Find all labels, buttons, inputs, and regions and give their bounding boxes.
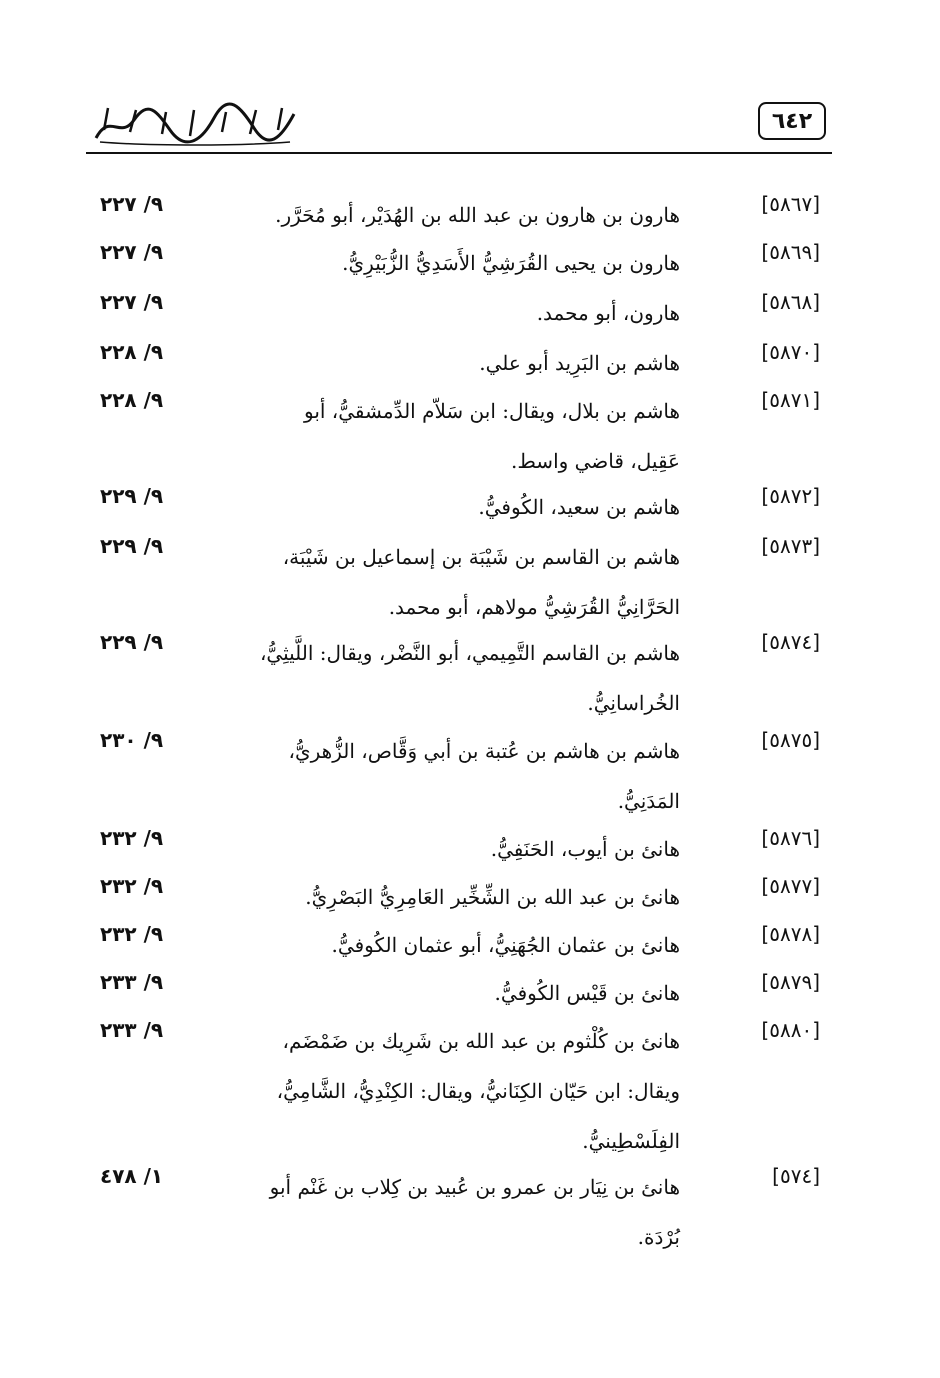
entry-number: [٥٨٧٦] [761, 826, 820, 850]
header-rule [86, 152, 832, 154]
entry-name: هانئ بن عبد الله بن الشِّخِّير العَامِرِيُّ البَصْرِيُّ. [305, 885, 680, 909]
entry-row [100, 962, 820, 1010]
entry-number: [٥٨٧٢] [761, 484, 820, 508]
entry-number: [٥٨٧١] [761, 388, 820, 412]
entry-reference: ١/ ٤٧٨ [100, 1164, 164, 1188]
entry-number: [٥٨٧٩] [761, 970, 820, 994]
entry-row [100, 282, 820, 330]
entry-name: هاشم بن القاسم بن شَيْبَة بن إسماعيل بن شَيْبَة، الحَرَّانِيُّ القُرَشِيُّ مولاهم، أبو محمد. [282, 545, 680, 619]
entry-number: [٥٨٧٥] [761, 728, 820, 752]
entry-name: هارون بن يحيى القُرَشِيُّ الأَسَدِيُّ الزُّبَيْرِيُّ. [342, 251, 680, 275]
entry-row [100, 720, 820, 813]
entry-row [100, 622, 820, 715]
entry-row [100, 914, 820, 962]
entry-name: هانئ بن نِيَار بن عمرو بن عُبيد بن كِلاب بن غَنْم أبو بُرْدَة. [269, 1175, 680, 1249]
entry-number: [٥٨٦٨] [761, 290, 820, 314]
entry-row [100, 1010, 820, 1153]
entry-name: هاشم بن هاشم بن عُتبة بن أبي وَقَّاص، الزُّهريُّ، المَدَنِيُّ. [288, 739, 680, 813]
entry-name: هاشم بن بلال، ويقال: ابن سَلاّم الدِّمشقيُّ، أبو عَقِيل، قاضي واسط. [303, 399, 680, 473]
entry-reference: ٩/ ٢٢٨ [100, 340, 164, 364]
entry-reference: ٩/ ٢٣٢ [100, 826, 164, 850]
entry-number: [٥٨٧٧] [761, 874, 820, 898]
entry-reference: ٩/ ٢٢٧ [100, 192, 164, 216]
entry-reference: ٩/ ٢٢٧ [100, 240, 164, 264]
entry-reference: ٩/ ٢٣٠ [100, 728, 164, 752]
entry-number: [٥٨٦٧] [761, 192, 820, 216]
entry-reference: ٩/ ٢٣٣ [100, 1018, 164, 1042]
entry-reference: ٩/ ٢٢٩ [100, 484, 164, 508]
entry-row [100, 380, 820, 473]
book-title-calligraphy [90, 100, 300, 148]
entry-name: هاشم بن القاسم التَّمِيمي، أبو النَّضْر، ويقال: اللَّيثِيُّ، الخُراسانِيُّ. [259, 641, 680, 715]
page-header [86, 94, 832, 154]
entry-name: هانئ بن قَيْس الكُوفيُّ. [494, 981, 680, 1005]
entry-number: [٥٧٤] [772, 1164, 820, 1188]
entry-row [100, 526, 820, 619]
page-number: ٦٤٢ [758, 102, 826, 140]
entry-name: هارون، أبو محمد. [536, 301, 680, 325]
entry-reference: ٩/ ٢٢٩ [100, 534, 164, 558]
entry-number: [٥٨٧٤] [761, 630, 820, 654]
entry-row [100, 332, 820, 380]
entry-number: [٥٨٧٨] [761, 922, 820, 946]
entry-reference: ٩/ ٢٢٧ [100, 290, 164, 314]
entry-name: هاشم بن سعيد، الكُوفيُّ. [478, 495, 680, 519]
entry-row [100, 476, 820, 524]
entry-reference: ٩/ ٢٣٢ [100, 922, 164, 946]
entry-number: [٥٨٧٠] [761, 340, 820, 364]
entry-number: [٥٨٦٩] [761, 240, 820, 264]
entry-row [100, 866, 820, 914]
entry-number: [٥٨٧٣] [761, 534, 820, 558]
entry-reference: ٩/ ٢٢٩ [100, 630, 164, 654]
entry-row [100, 818, 820, 866]
entry-name: هانئ بن عثمان الجُهَنِيُّ، أبو عثمان الكُوفيُّ. [331, 933, 680, 957]
entry-number: [٥٨٨٠] [761, 1018, 820, 1042]
entry-reference: ٩/ ٢٣٣ [100, 970, 164, 994]
entry-reference: ٩/ ٢٢٨ [100, 388, 164, 412]
entry-name: هاشم بن البَرِيد أبو علي. [479, 351, 680, 375]
entry-row [100, 232, 820, 280]
entry-name: هانئ بن أيوب، الحَنَفِيُّ. [490, 837, 680, 861]
book-title-calligraphy-svg [90, 100, 300, 148]
entry-reference: ٩/ ٢٣٢ [100, 874, 164, 898]
entry-name: هانئ بن كُلْثوم بن عبد الله بن شَرِيك بن ضَمْضَم، ويقال: ابن حَيّان الكِنَانيُّ، ويقال: الكِنْدِيُّ، الشَّامِيُّ، الفِلَسْطِينيُّ. [276, 1029, 680, 1153]
entry-row [100, 184, 820, 232]
entry-name: هارون بن هارون بن عبد الله بن الهُدَيْر، أبو مُحَرَّر. [275, 203, 680, 227]
entry-row [100, 1156, 820, 1249]
